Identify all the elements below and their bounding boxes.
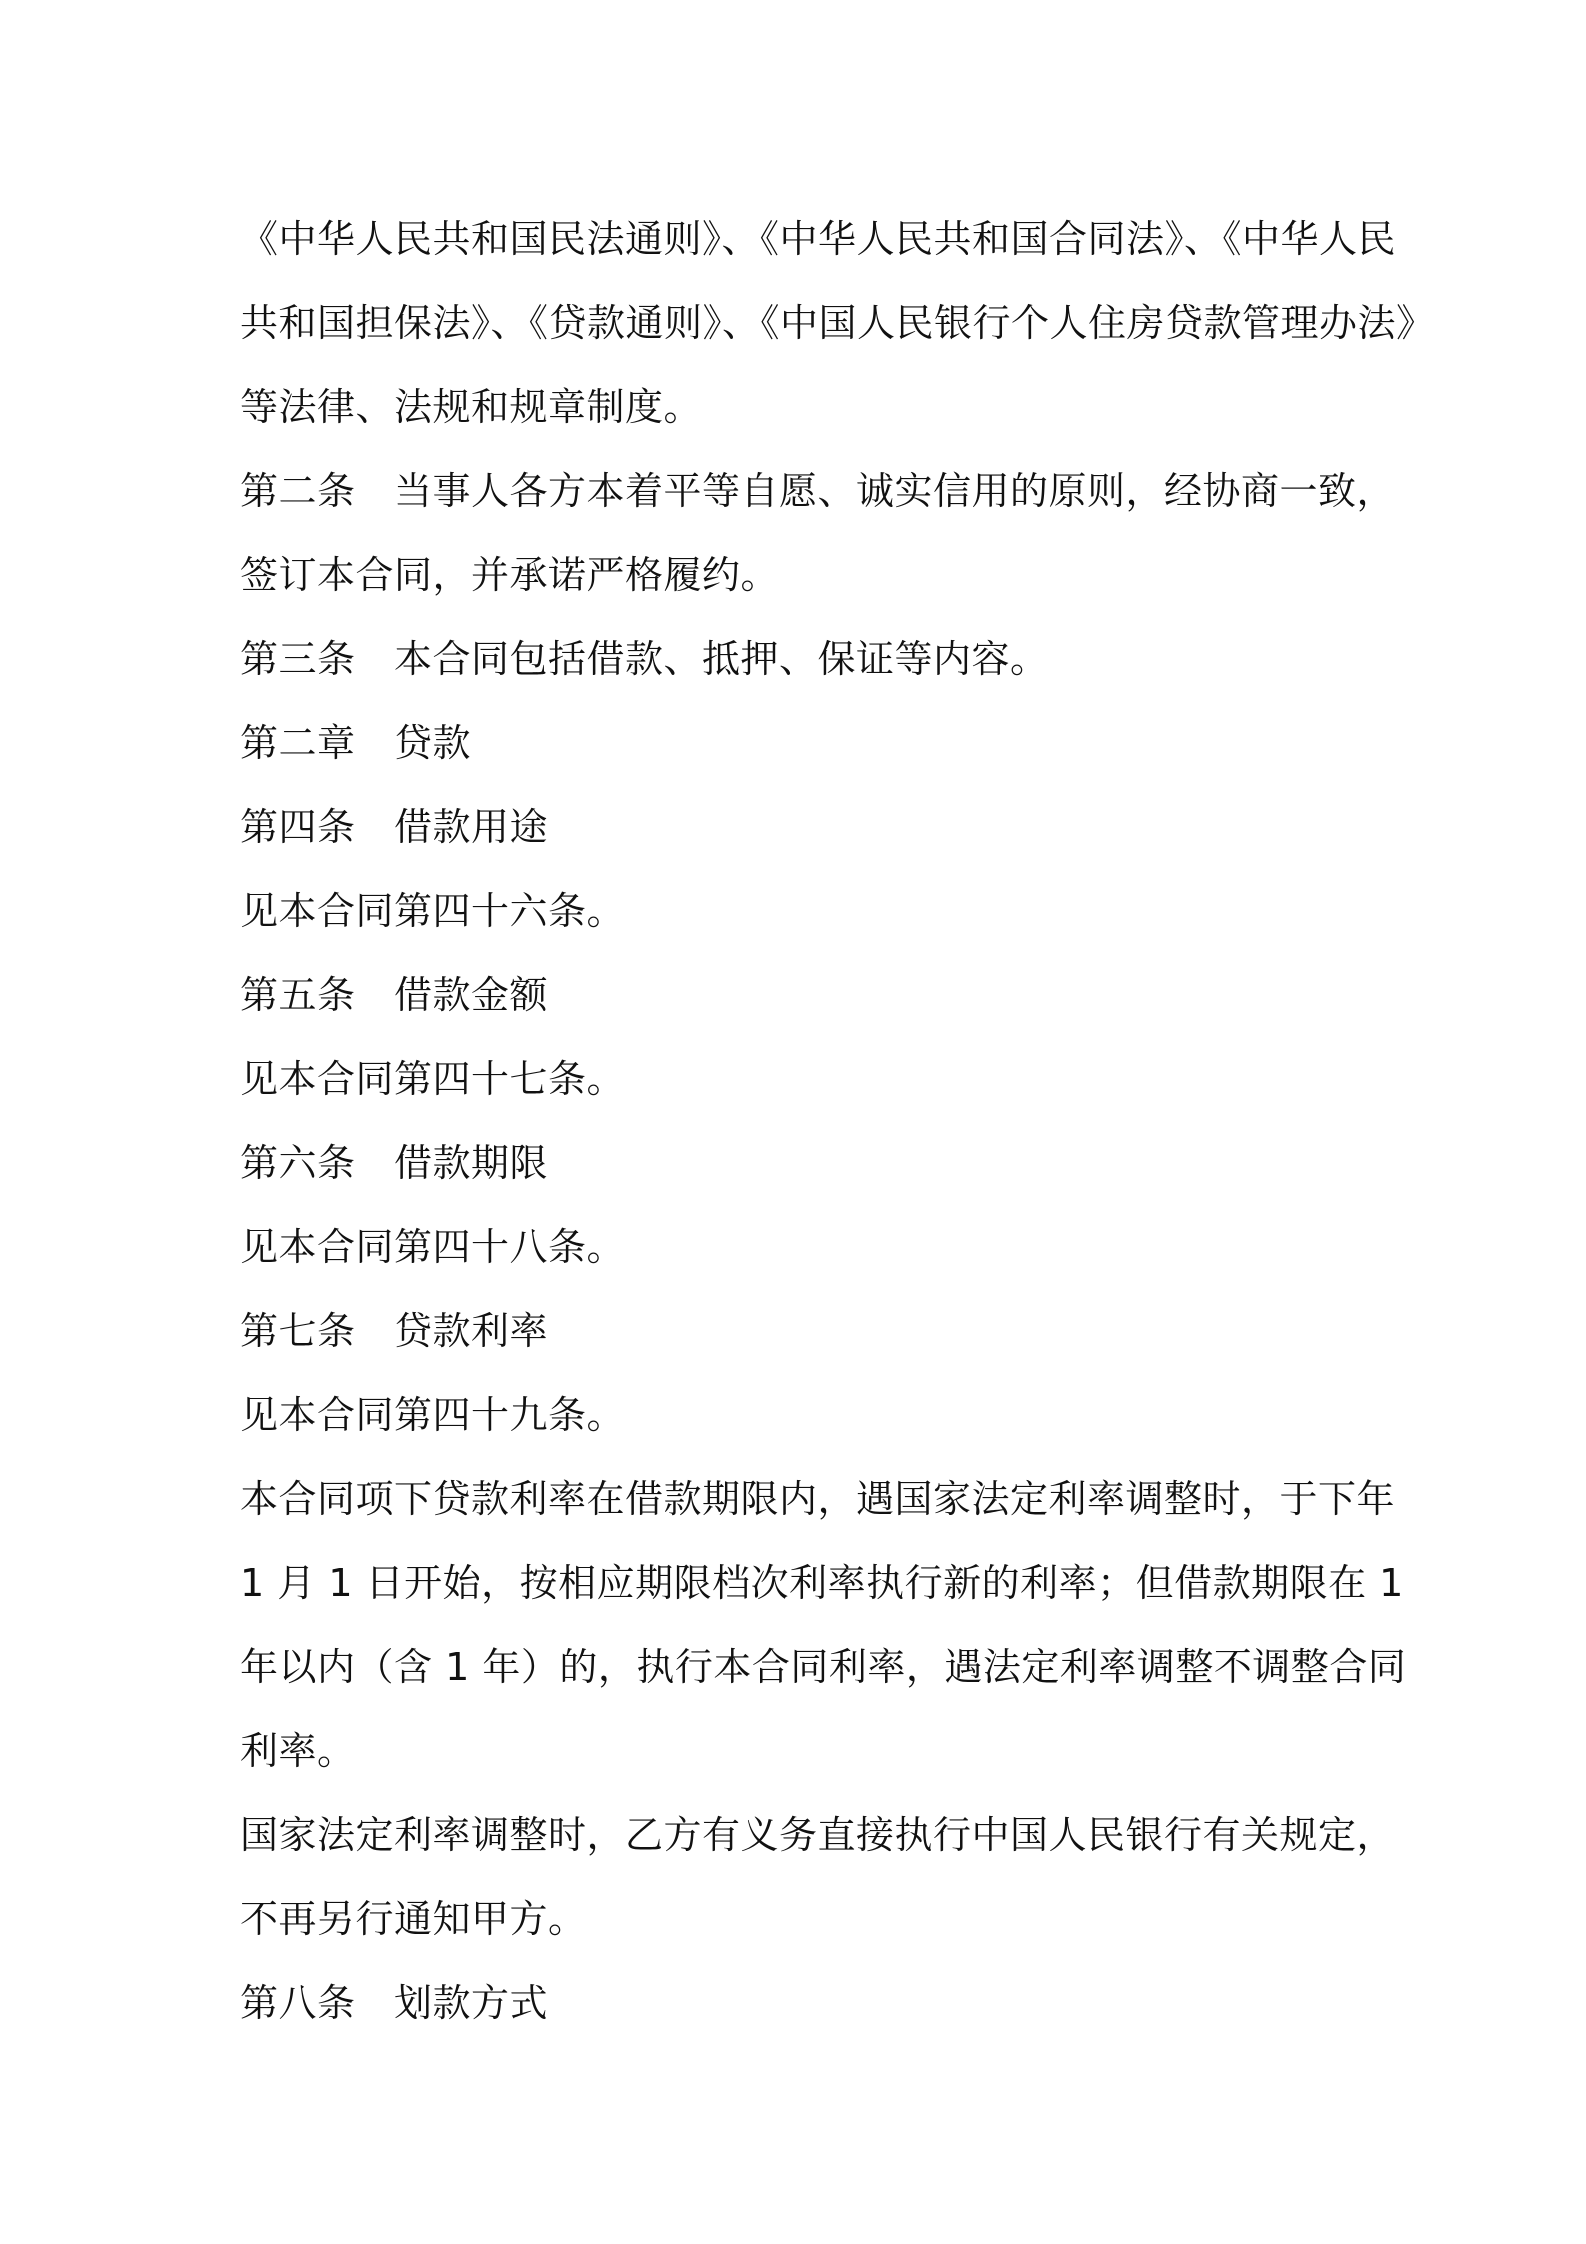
article-2-line: 第二条 当事人各方本着平等自愿、诚实信用的原则，经协商一致， <box>240 469 1396 513</box>
text-line: 共和国担保法》、《贷款通则》、《中国人民银行个人住房贷款管理办法》 <box>240 301 1435 345</box>
article-7-heading: 第七条 贷款利率 <box>240 1309 549 1353</box>
article-6-heading: 第六条 借款期限 <box>240 1141 549 1185</box>
text-line: 年以内（含 1 年）的，执行本合同利率，遇法定利率调整不调整合同 <box>240 1645 1407 1689</box>
chapter-2-heading: 第二章 贷款 <box>240 721 472 765</box>
text-line: 见本合同第四十八条。 <box>240 1225 626 1269</box>
text-line: 利率。 <box>240 1729 356 1773</box>
text-line: 见本合同第四十六条。 <box>240 889 626 933</box>
article-3-line: 第三条 本合同包括借款、抵押、保证等内容。 <box>240 637 1049 681</box>
text-line: 见本合同第四十七条。 <box>240 1057 626 1101</box>
text-line: 签订本合同，并承诺严格履约。 <box>240 553 780 597</box>
text-line: 见本合同第四十九条。 <box>240 1393 626 1437</box>
text-line: 1 月 1 日开始，按相应期限档次利率执行新的利率；但借款期限在 1 <box>240 1561 1404 1605</box>
text-line: 《中华人民共和国民法通则》、《中华人民共和国合同法》、《中华人民 <box>240 217 1397 261</box>
text-line: 国家法定利率调整时，乙方有义务直接执行中国人民银行有关规定， <box>240 1813 1396 1857</box>
document-body <box>240 197 1435 2045</box>
article-4-heading: 第四条 借款用途 <box>240 805 549 849</box>
article-8-heading: 第八条 划款方式 <box>240 1981 549 2025</box>
article-5-heading: 第五条 借款金额 <box>240 973 549 1017</box>
text-line: 不再另行通知甲方。 <box>240 1897 587 1941</box>
text-line: 等法律、法规和规章制度。 <box>240 385 703 429</box>
text-line: 本合同项下贷款利率在借款期限内，遇国家法定利率调整时，于下年 <box>240 1477 1396 1521</box>
